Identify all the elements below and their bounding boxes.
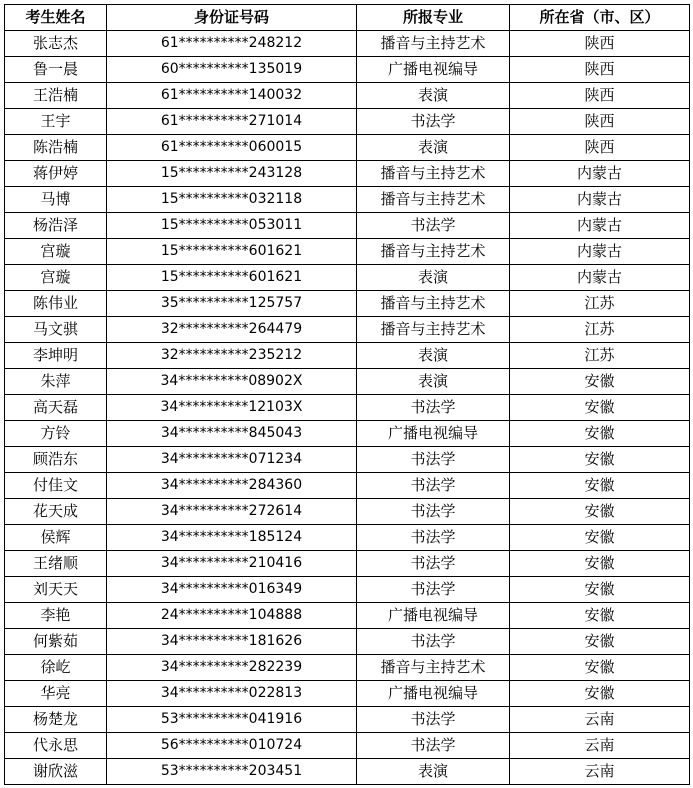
cell-province: 江苏 bbox=[510, 343, 690, 369]
candidate-table bbox=[4, 4, 690, 785]
cell-province: 云南 bbox=[510, 759, 690, 785]
cell-id-number: 53**********041916 bbox=[107, 707, 357, 733]
cell-province: 江苏 bbox=[510, 317, 690, 343]
cell-id-number: 34**********016349 bbox=[107, 577, 357, 603]
table-row bbox=[5, 317, 690, 343]
cell-id-number: 34**********181626 bbox=[107, 629, 357, 655]
table-row bbox=[5, 603, 690, 629]
cell-id-number: 15**********243128 bbox=[107, 161, 357, 187]
table-row bbox=[5, 343, 690, 369]
cell-name: 王宇 bbox=[5, 109, 107, 135]
cell-major: 书法学 bbox=[357, 551, 510, 577]
cell-province: 内蒙古 bbox=[510, 265, 690, 291]
table-row bbox=[5, 447, 690, 473]
table-row bbox=[5, 525, 690, 551]
cell-province: 陕西 bbox=[510, 57, 690, 83]
cell-province: 江苏 bbox=[510, 291, 690, 317]
cell-name: 何紫茹 bbox=[5, 629, 107, 655]
cell-province: 安徽 bbox=[510, 447, 690, 473]
table-row bbox=[5, 473, 690, 499]
cell-name: 王绪顺 bbox=[5, 551, 107, 577]
cell-id-number: 34**********845043 bbox=[107, 421, 357, 447]
cell-province: 安徽 bbox=[510, 655, 690, 681]
cell-id-number: 32**********264479 bbox=[107, 317, 357, 343]
cell-id-number: 34**********282239 bbox=[107, 655, 357, 681]
cell-province: 安徽 bbox=[510, 525, 690, 551]
table-row bbox=[5, 187, 690, 213]
cell-province: 陕西 bbox=[510, 31, 690, 57]
cell-name: 马博 bbox=[5, 187, 107, 213]
cell-province: 云南 bbox=[510, 733, 690, 759]
cell-major: 广播电视编导 bbox=[357, 603, 510, 629]
cell-major: 书法学 bbox=[357, 213, 510, 239]
cell-major: 表演 bbox=[357, 135, 510, 161]
table-row bbox=[5, 629, 690, 655]
cell-province: 陕西 bbox=[510, 135, 690, 161]
cell-id-number: 24**********104888 bbox=[107, 603, 357, 629]
cell-name: 高天磊 bbox=[5, 395, 107, 421]
cell-province: 安徽 bbox=[510, 603, 690, 629]
cell-name: 杨楚龙 bbox=[5, 707, 107, 733]
header-name: 考生姓名 bbox=[5, 5, 107, 31]
table-row bbox=[5, 733, 690, 759]
table-row bbox=[5, 759, 690, 785]
cell-id-number: 61**********248212 bbox=[107, 31, 357, 57]
cell-name: 花天成 bbox=[5, 499, 107, 525]
cell-province: 安徽 bbox=[510, 577, 690, 603]
cell-name: 陈浩楠 bbox=[5, 135, 107, 161]
cell-province: 内蒙古 bbox=[510, 187, 690, 213]
cell-major: 播音与主持艺术 bbox=[357, 187, 510, 213]
cell-id-number: 53**********203451 bbox=[107, 759, 357, 785]
cell-major: 书法学 bbox=[357, 577, 510, 603]
cell-name: 方铃 bbox=[5, 421, 107, 447]
cell-province: 内蒙古 bbox=[510, 213, 690, 239]
cell-major: 广播电视编导 bbox=[357, 421, 510, 447]
table-row bbox=[5, 161, 690, 187]
cell-province: 陕西 bbox=[510, 109, 690, 135]
table-row bbox=[5, 707, 690, 733]
cell-id-number: 34**********08902X bbox=[107, 369, 357, 395]
cell-name: 宫璇 bbox=[5, 265, 107, 291]
cell-name: 王浩楠 bbox=[5, 83, 107, 109]
cell-province: 陕西 bbox=[510, 83, 690, 109]
cell-province: 云南 bbox=[510, 707, 690, 733]
cell-major: 书法学 bbox=[357, 733, 510, 759]
cell-name: 陈伟业 bbox=[5, 291, 107, 317]
table-row bbox=[5, 239, 690, 265]
cell-major: 书法学 bbox=[357, 109, 510, 135]
cell-province: 内蒙古 bbox=[510, 161, 690, 187]
cell-province: 安徽 bbox=[510, 551, 690, 577]
table-row bbox=[5, 83, 690, 109]
cell-major: 播音与主持艺术 bbox=[357, 239, 510, 265]
table-row bbox=[5, 655, 690, 681]
cell-name: 谢欣滋 bbox=[5, 759, 107, 785]
cell-major: 表演 bbox=[357, 265, 510, 291]
cell-id-number: 35**********125757 bbox=[107, 291, 357, 317]
table-row bbox=[5, 421, 690, 447]
cell-major: 播音与主持艺术 bbox=[357, 161, 510, 187]
table-row bbox=[5, 499, 690, 525]
cell-name: 蒋伊婷 bbox=[5, 161, 107, 187]
cell-major: 表演 bbox=[357, 759, 510, 785]
cell-major: 书法学 bbox=[357, 447, 510, 473]
cell-major: 播音与主持艺术 bbox=[357, 291, 510, 317]
cell-name: 顾浩东 bbox=[5, 447, 107, 473]
cell-province: 安徽 bbox=[510, 395, 690, 421]
header-id: 身份证号码 bbox=[107, 5, 357, 31]
cell-province: 安徽 bbox=[510, 499, 690, 525]
cell-major: 播音与主持艺术 bbox=[357, 31, 510, 57]
table-row bbox=[5, 265, 690, 291]
table-row bbox=[5, 577, 690, 603]
table-row bbox=[5, 395, 690, 421]
cell-name: 付佳文 bbox=[5, 473, 107, 499]
cell-name: 朱萍 bbox=[5, 369, 107, 395]
cell-id-number: 34**********185124 bbox=[107, 525, 357, 551]
cell-province: 安徽 bbox=[510, 473, 690, 499]
cell-id-number: 34**********272614 bbox=[107, 499, 357, 525]
table-row bbox=[5, 369, 690, 395]
table-row bbox=[5, 31, 690, 57]
cell-province: 安徽 bbox=[510, 629, 690, 655]
cell-major: 表演 bbox=[357, 83, 510, 109]
cell-id-number: 60**********135019 bbox=[107, 57, 357, 83]
cell-id-number: 32**********235212 bbox=[107, 343, 357, 369]
cell-id-number: 34**********210416 bbox=[107, 551, 357, 577]
cell-major: 书法学 bbox=[357, 707, 510, 733]
cell-major: 书法学 bbox=[357, 525, 510, 551]
cell-id-number: 34**********284360 bbox=[107, 473, 357, 499]
cell-name: 徐屹 bbox=[5, 655, 107, 681]
header-row bbox=[5, 5, 690, 31]
cell-name: 华亮 bbox=[5, 681, 107, 707]
cell-id-number: 15**********601621 bbox=[107, 239, 357, 265]
cell-id-number: 61**********060015 bbox=[107, 135, 357, 161]
cell-major: 广播电视编导 bbox=[357, 681, 510, 707]
cell-name: 刘天天 bbox=[5, 577, 107, 603]
header-province: 所在省（市、区） bbox=[510, 5, 690, 31]
cell-name: 代永思 bbox=[5, 733, 107, 759]
cell-province: 内蒙古 bbox=[510, 239, 690, 265]
cell-name: 宫璇 bbox=[5, 239, 107, 265]
cell-name: 李艳 bbox=[5, 603, 107, 629]
cell-province: 安徽 bbox=[510, 681, 690, 707]
cell-name: 李坤明 bbox=[5, 343, 107, 369]
cell-id-number: 56**********010724 bbox=[107, 733, 357, 759]
cell-major: 书法学 bbox=[357, 499, 510, 525]
table-row bbox=[5, 551, 690, 577]
cell-major: 书法学 bbox=[357, 629, 510, 655]
cell-id-number: 61**********271014 bbox=[107, 109, 357, 135]
cell-major: 播音与主持艺术 bbox=[357, 317, 510, 343]
table-row bbox=[5, 57, 690, 83]
cell-name: 杨浩泽 bbox=[5, 213, 107, 239]
cell-name: 鲁一晨 bbox=[5, 57, 107, 83]
cell-major: 播音与主持艺术 bbox=[357, 655, 510, 681]
table-row bbox=[5, 213, 690, 239]
cell-major: 书法学 bbox=[357, 473, 510, 499]
cell-id-number: 61**********140032 bbox=[107, 83, 357, 109]
cell-id-number: 15**********032118 bbox=[107, 187, 357, 213]
table-body bbox=[5, 31, 690, 785]
cell-name: 马文骐 bbox=[5, 317, 107, 343]
cell-major: 表演 bbox=[357, 343, 510, 369]
table-header bbox=[5, 5, 690, 31]
table-row bbox=[5, 291, 690, 317]
table-row bbox=[5, 681, 690, 707]
cell-province: 安徽 bbox=[510, 369, 690, 395]
cell-id-number: 34**********071234 bbox=[107, 447, 357, 473]
table-row bbox=[5, 109, 690, 135]
cell-id-number: 34**********12103X bbox=[107, 395, 357, 421]
cell-major: 书法学 bbox=[357, 395, 510, 421]
cell-name: 侯辉 bbox=[5, 525, 107, 551]
cell-id-number: 34**********022813 bbox=[107, 681, 357, 707]
cell-id-number: 15**********601621 bbox=[107, 265, 357, 291]
cell-major: 广播电视编导 bbox=[357, 57, 510, 83]
cell-name: 张志杰 bbox=[5, 31, 107, 57]
table-row bbox=[5, 135, 690, 161]
header-major: 所报专业 bbox=[357, 5, 510, 31]
cell-major: 表演 bbox=[357, 369, 510, 395]
cell-id-number: 15**********053011 bbox=[107, 213, 357, 239]
cell-province: 安徽 bbox=[510, 421, 690, 447]
